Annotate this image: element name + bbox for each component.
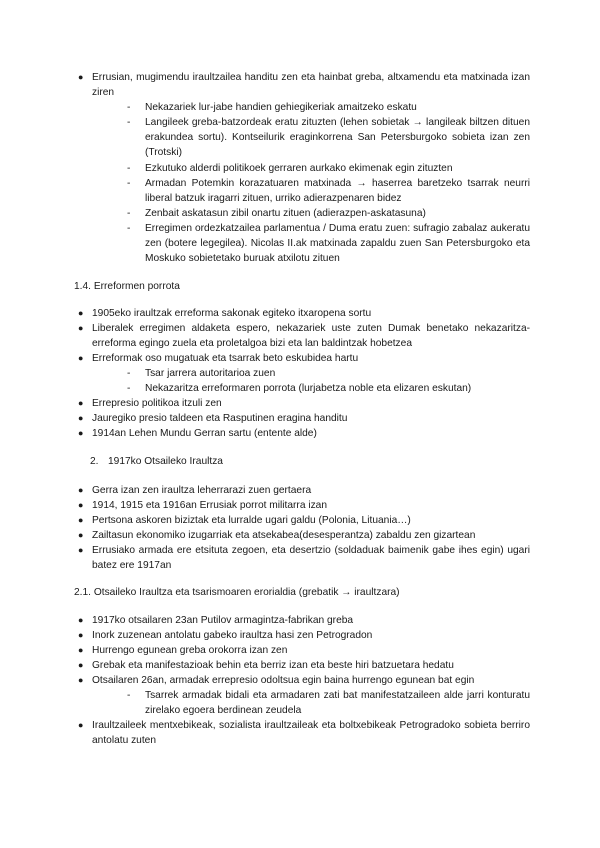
list-item [78, 643, 530, 658]
list-item-text: 1917ko otsailaren 23an Putilov armagintza-fabrikan greba [92, 615, 354, 626]
sub-list-item-text: Tsar jarrera autoritarioa zuen [145, 368, 276, 379]
sub-list-item [127, 100, 530, 115]
dash-icon: - [127, 368, 131, 379]
bullet-icon: ● [78, 515, 84, 525]
bullet-icon: ● [78, 645, 84, 655]
list-item-text: 1914an Lehen Mundu Gerran sartu (entente alde) [92, 428, 317, 439]
bullet-icon: ● [78, 485, 84, 495]
list-item [78, 658, 530, 673]
sub-list-item [127, 161, 530, 176]
list-item [78, 483, 530, 498]
list-item-text: 1914, 1915 eta 1916an Errusiak porrot militarra izan [92, 500, 328, 511]
bullet-icon: ● [78, 323, 84, 333]
sub-list-item [127, 176, 530, 206]
section-heading [90, 454, 223, 469]
list-item [78, 426, 530, 441]
bullet-icon: ● [78, 308, 84, 318]
sub-list-item-text: Erregimen ordezkatzailea parlamentua / Duma eratu zuen: sufragio zabalaz aukeratu zen (botere legegilea). Nicolas II.ak matxinada zapaldu zuen San Petersburgoko eta Moskuko sobietetako buruak atxilotu zituen [145, 223, 530, 265]
section-number: 2. [90, 456, 99, 467]
bullet-icon: ● [78, 530, 84, 540]
bullet-icon: ● [78, 615, 84, 625]
sub-list-item-text: Nekazaritza erreformaren porrota (lurjabetza noble eta elizaren eskutan) [145, 383, 472, 394]
dash-icon: - [127, 163, 131, 174]
list-item [78, 70, 530, 100]
list-item [78, 306, 530, 321]
list-item-text: Errusian, mugimendu iraultzailea handitu zen eta hainbat greba, altxamendu eta matxinada izan ziren [92, 72, 530, 99]
bullet-icon: ● [78, 545, 84, 555]
list-item-text: Zailtasun ekonomiko izugarriak eta atsekabea(desesperantza) zabaldu zen gizartean [92, 530, 476, 541]
list-item [78, 411, 530, 426]
list-item [78, 613, 530, 628]
list-item-text: Errusiako armada ere etsituta zegoen, eta desertzio (soldaduak baimenik gabe ihes egin) ugari batez ere 1917an [92, 545, 530, 572]
sub-list-item [127, 221, 530, 267]
sub-list-item [127, 688, 530, 718]
list-item-text: 1905eko iraultzak erreforma sakonak egiteko itxaropena sortu [92, 308, 372, 319]
bullet-icon: ● [78, 428, 84, 438]
dash-icon: - [127, 223, 131, 234]
list-item-text: Liberalek erregimen aldaketa espero, nekazariek uste zuten Dumak benetako nekazaritza-erreforma egingo zuela eta proletalgoa bizi eta lan baldintzak hobetzea [92, 323, 530, 350]
list-item-text: Inork zuzenean antolatu gabeko iraultza hasi zen Petrogradon [92, 630, 373, 641]
list-item [78, 396, 530, 411]
list-item [78, 498, 530, 513]
dash-icon: - [127, 178, 131, 189]
bullet-icon: ● [78, 675, 84, 685]
bullet-icon: ● [78, 413, 84, 423]
list-item [78, 718, 530, 748]
bullet-icon: ● [78, 72, 84, 82]
list-item [78, 528, 530, 543]
list-item-text: Grebak eta manifestazioak behin eta berriz izan eta beste hiri batzuetara hedatu [92, 660, 454, 671]
sub-list-item-text: Langileek greba-batzordeak eratu zituzten (lehen sobietak → langileak biltzen dituen erakundea sortu). Kontseilurik eraginkorrena San Petersburgoko sobieta izan zen (Trotski) [145, 117, 530, 159]
dash-icon: - [127, 117, 131, 128]
sub-list-item [127, 115, 530, 161]
sub-list-item [127, 206, 530, 221]
section-heading: 1.4. Erreformen porrota [74, 281, 180, 292]
sub-list-item-text: Zenbait askatasun zibil onartu zituen (adierazpen-askatasuna) [145, 208, 426, 219]
list-item [78, 628, 530, 643]
sub-list-item-text: Ezkutuko alderdi politikoek gerraren aurkako ekimenak egin zituzten [145, 163, 453, 174]
dash-icon: - [127, 383, 131, 394]
bullet-icon: ● [78, 353, 84, 363]
bullet-icon: ● [78, 500, 84, 510]
list-item-text: Otsailaren 26an, armadak errepresio odoltsua egin baina hurrengo egunean bat egin [92, 675, 475, 686]
sub-list-item [127, 366, 530, 381]
list-item [78, 543, 530, 573]
sub-list-item [127, 381, 530, 396]
list-item-text: Iraultzaileek mentxebikeak, sozialista iraultzaileak eta boltxebikeak Petrogradoko sobieta berriro antolatu zuten [92, 720, 530, 747]
sub-list-item-text: Tsarrek armadak bidali eta armadaren zati bat manifestatzaileen alde jarri konturatu zirelako egoera berdinean zeudela [145, 690, 530, 717]
sub-list-item-text: Armadan Potemkin korazatuaren matxinada → haserrea baretzeko tsarrak neurri liberal batzuk iragarri zituen, urriko adierazpenaren bidez [145, 178, 530, 205]
list-item-text: Erreformak oso mugatuak eta tsarrak beto eskubidea hartu [92, 353, 359, 364]
section-title: 1917ko Otsaileko Iraultza [108, 456, 223, 467]
bullet-icon: ● [78, 398, 84, 408]
sub-list-item-text: Nekazariek lur-jabe handien gehiegikeriak amaitzeko eskatu [145, 102, 417, 113]
dash-icon: - [127, 102, 131, 113]
list-item-text: Errepresio politikoa itzuli zen [92, 398, 222, 409]
dash-icon: - [127, 690, 131, 701]
dash-icon: - [127, 208, 131, 219]
list-item [78, 321, 530, 351]
section-heading: 2.1. Otsaileko Iraultza eta tsarismoaren erorialdia (grebatik → iraultzara) [74, 587, 400, 598]
bullet-icon: ● [78, 630, 84, 640]
bullet-icon: ● [78, 720, 84, 730]
list-item-text: Gerra izan zen iraultza leherrarazi zuen gertaera [92, 485, 312, 496]
list-item-text: Pertsona askoren biziztak eta lurralde ugari galdu (Polonia, Lituania…) [92, 515, 411, 526]
list-item [78, 351, 530, 366]
list-item-text: Jauregiko presio taldeen eta Rasputinen eragina handitu [92, 413, 348, 424]
bullet-icon: ● [78, 660, 84, 670]
list-item-text: Hurrengo egunean greba orokorra izan zen [92, 645, 288, 656]
list-item [78, 513, 530, 528]
list-item [78, 673, 530, 688]
